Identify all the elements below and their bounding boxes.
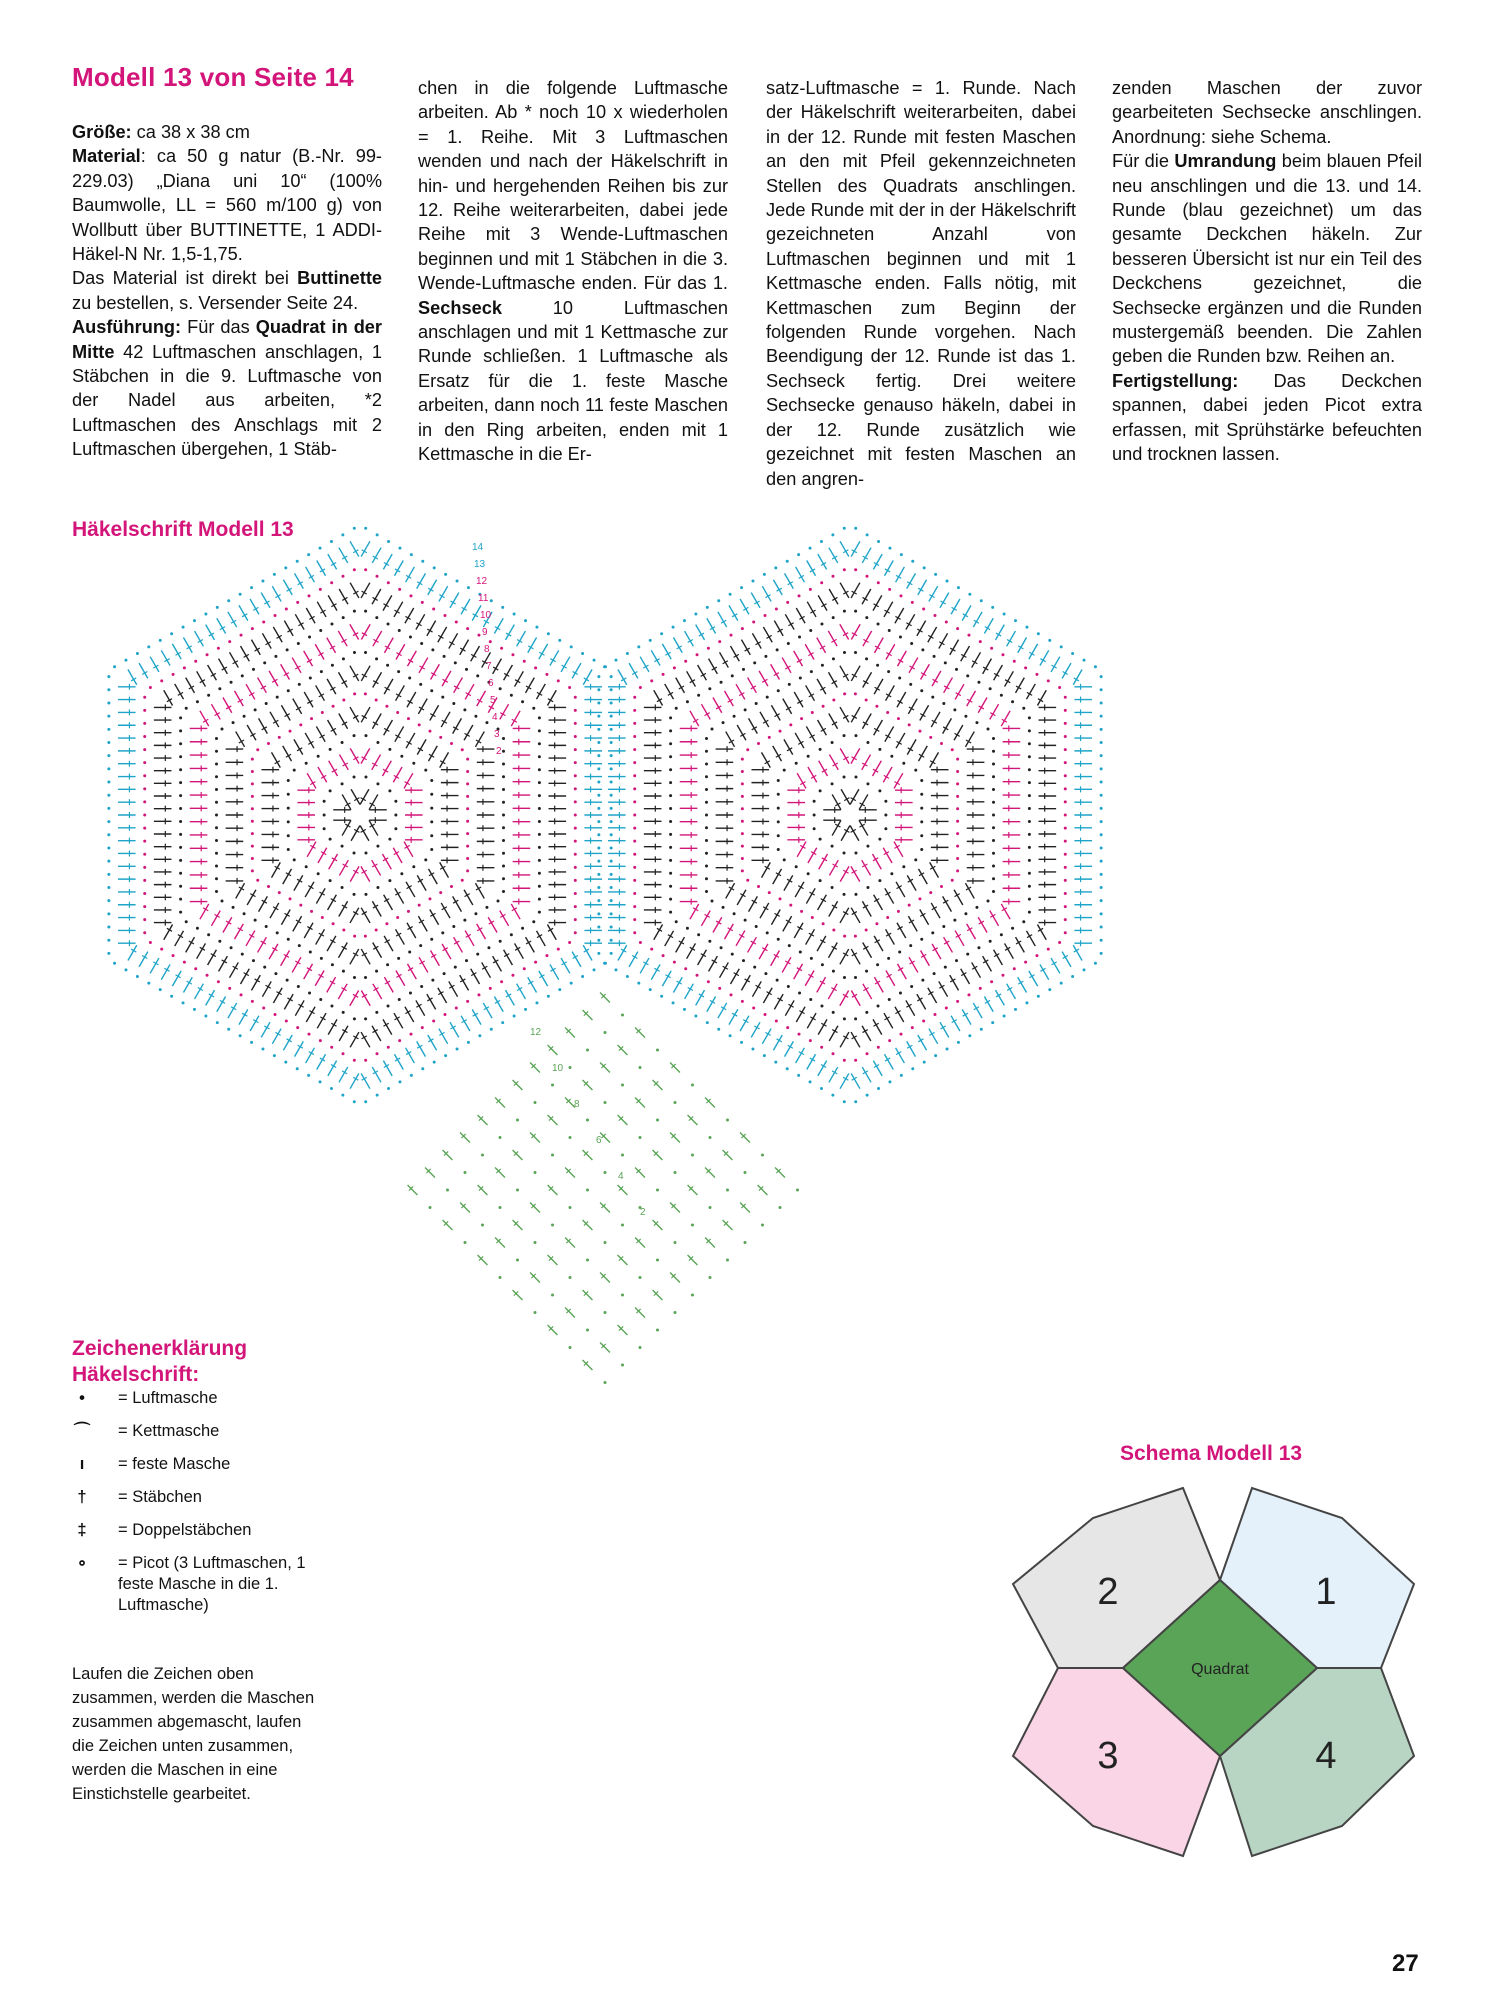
legend-title-line1: Zeichenerklärung [72,1337,248,1360]
round-label: 12 [476,576,488,587]
size-value: ca 38 x 38 cm [131,122,250,142]
row-label: 6 [596,1135,602,1146]
treble-crochet-icon: ‡ [77,1521,87,1539]
round-label: 4 [492,712,498,723]
schema-label-4: 4 [1315,1735,1337,1777]
col4-text: zenden Maschen der zuvor gearbeiteten Sechsecke anschlingen. Anordnung: siehe Schema. [1112,78,1422,147]
legend-item-text: = Doppelstäbchen [118,1521,252,1539]
row-label: 10 [552,1063,564,1074]
round-label: 9 [482,627,488,638]
single-crochet-icon: ı [79,1455,85,1473]
legend-title-line2: Häkelschrift: [72,1363,200,1386]
row-label: 8 [574,1099,580,1110]
round-label: 6 [488,678,494,689]
legend-item [72,1520,332,1541]
material-note-end: zu bestellen, s. Versender Seite 24. [72,292,359,313]
size-label: Größe: [72,122,132,142]
row-label: 12 [530,1027,542,1038]
col4-border: Umrandung [1174,151,1277,172]
legend-item-text: = Luftmasche [118,1389,218,1407]
legend-note: Laufen die Zeichen oben zusammen, werden die Maschen zusammen abgemascht, laufen die Zeichen unten zusammen, werden die Maschen in eine Einstichstelle gearbeitet. [72,1665,315,1803]
col2-text: chen in die folgende Luftmasche arbeiten. Ab * noch 10 x wiederholen = 1. Reihe. Mit 3 Luftmaschen wenden und nach der Häkelschrift in hin- und hergehenden Reihen bis zur 12. Reihe weiterarbeiten, dabei jede Reihe mit 3 Wende-Luftmaschen beginnen und mit 1 Stäbchen in die 3. Wende-Luftmasche enden. Für das 1. [418,78,728,294]
text-column-1 [72,120,382,462]
instructions-label: Ausführung: [72,317,182,338]
page-title: Modell 13 von Seite 14 [72,62,354,92]
legend [72,1388,332,1628]
legend-item [72,1553,332,1616]
legend-item-text: = Picot (3 Luftmaschen, 1 feste Masche in die 1. Luftmasche) [118,1554,306,1614]
col2-hexagon: Sechseck [418,297,502,318]
instructions-text: Für das [181,317,256,338]
round-label: 2 [496,746,502,757]
round-label: 3 [494,729,500,740]
round-label: 13 [474,559,486,570]
schema-center-label: Quadrat [1191,1661,1249,1678]
round-label: 11 [478,593,489,604]
picot-icon: ∘ [76,1554,88,1572]
round-label: 7 [486,661,492,672]
material-value: : ca 50 g natur (B.-Nr. 99-229.03) „Diana uni 10“ (100% Baumwolle, LL = 560 m/100 g) von Wollbutt über BUTTINETTE, 1 ADDI-Häkel-N Nr. 1,5-1,75. [72,146,382,265]
round-label: 14 [472,542,484,553]
instructions-square: Quadrat in der Mitte [72,317,382,362]
schema-label-2: 2 [1097,1571,1119,1613]
slip-stitch-icon: ⌒ [73,1422,91,1440]
schema-label-1: 1 [1315,1571,1337,1613]
round-label: 8 [484,644,490,655]
text-column-3 [766,76,1076,491]
chart-title: Häkelschrift Modell 13 [72,518,294,541]
col3-text: satz-Luftmasche = 1. Runde. Nach der Häkelschrift weiterarbeiten, dabei in der 12. Runde mit festen Maschen an den mit Pfeil gekennzeichneten Stellen des Quadrats anschlingen. Jede Runde mit der in der Häkelschrift gezeichneten Anzahl von Luftmaschen beginnen und mit 1 Kettmasche enden. Falls nötig, mit Kettmaschen zum Beginn der folgenden Runde vorgehen. Nach Beendigung der 12. Runde ist das 1. Sechseck fertig. Drei weitere Sechsecke genauso häkeln, dabei in der 12. Runde zusätzlich wie gezeichnet mit festen Maschen an den angren- [766,78,1076,489]
round-label: 10 [480,610,492,621]
crochet-chart-art [107,527,1102,1384]
text-column-2 [418,76,728,467]
legend-item-text: = feste Masche [118,1455,231,1473]
material-note-brand: Buttinette [297,268,382,289]
round-label: 5 [490,695,496,706]
row-label: 4 [618,1171,624,1182]
legend-item-text: = Stäbchen [118,1488,202,1506]
instructions-text-2: 42 Luftmaschen anschlagen, 1 Stäbchen in die 9. Luftmasche von der Nadel aus arbeiten, *2 Luftmaschen des Anschlags mit 2 Luftmaschen übergehen, 1 Stäb- [72,341,382,460]
material-label: Material [72,146,141,167]
col4-text-2: Für die [1112,151,1175,172]
legend-title [72,1336,247,1388]
schema-label-3: 3 [1097,1735,1119,1777]
schema-title: Schema Modell 13 [1120,1442,1303,1465]
col4-text-3: beim blauen Pfeil neu anschlingen und die 13. und 14. Runde (blau gezeichnet) um das gesamte Deckchen häkeln. Zur besseren Übersicht ist nur ein Teil des Deckchens gezeichnet, die Sechsecke ergänzen und die Runden mustergemäß beenden. Die Zahlen geben die Runden bzw. Reihen an. [1112,151,1422,367]
col4-finishing-label: Fertigstellung: [1112,370,1239,391]
page-number: 27 [1392,1950,1419,1977]
legend-item [72,1421,332,1442]
col2-text-2: 10 Luftmaschen anschlagen und mit 1 Kettmasche zur Runde schließen. 1 Luftmasche als Ersatz für die 1. feste Masche arbeiten, dann noch 11 feste Maschen in den Ring arbeiten, enden mit 1 Kettmasche in die Er- [418,297,728,465]
legend-item [72,1454,332,1475]
row-label: 2 [640,1207,646,1218]
double-crochet-icon: † [77,1488,87,1506]
legend-item [72,1487,332,1508]
col4-finishing-text: Das Deckchen spannen, dabei jeden Picot extra erfassen, mit Sprühstärke befeuchten und trocknen lassen. [1112,370,1422,465]
chain-icon: • [79,1389,85,1407]
text-column-4 [1112,76,1422,467]
legend-item-text: = Kettmasche [118,1422,220,1440]
legend-item [72,1388,332,1409]
material-note: Das Material ist direkt bei [72,268,298,289]
schema-diagram [1008,1478,1418,1878]
